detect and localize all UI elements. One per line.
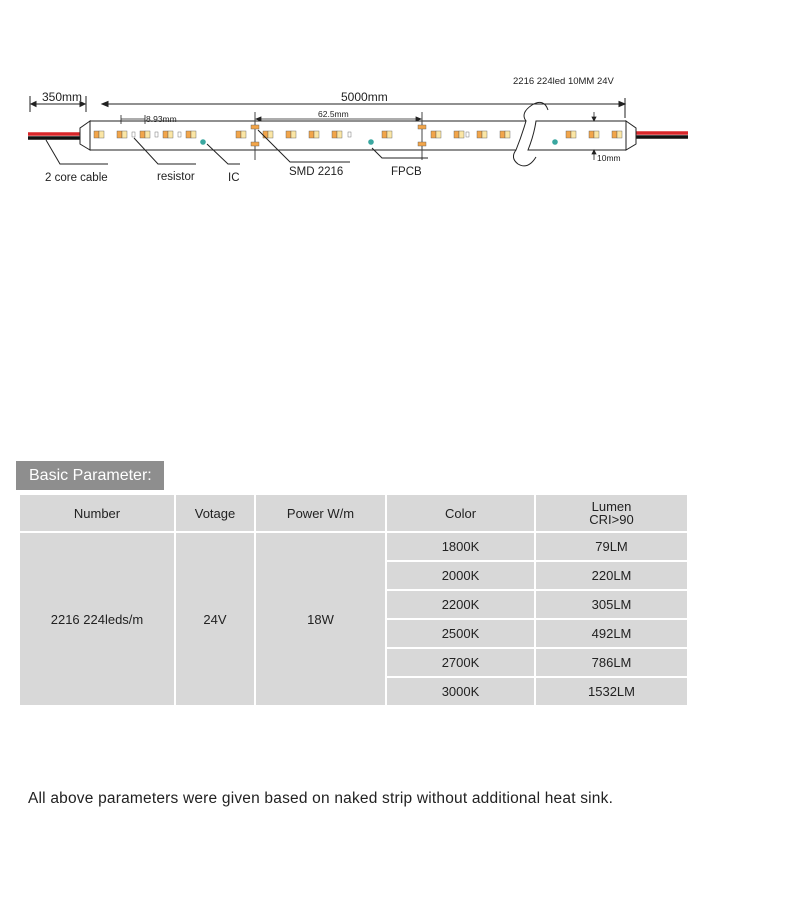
led-chip	[382, 131, 387, 138]
led-chip	[617, 131, 622, 138]
end-cap-left	[80, 121, 90, 150]
cell-lumen: 79LM	[536, 533, 687, 560]
cell-lumen: 492LM	[536, 620, 687, 647]
led-chip	[589, 131, 594, 138]
led-chip	[571, 131, 576, 138]
led-chip	[309, 131, 314, 138]
led-chip	[505, 131, 510, 138]
solder-pad	[418, 142, 426, 146]
ic-chip	[552, 139, 558, 145]
led-chip	[454, 131, 459, 138]
cell-color: 3000K	[387, 678, 534, 705]
led-chip	[291, 131, 296, 138]
led-chip	[99, 131, 104, 138]
callout-resistor: resistor	[157, 171, 195, 183]
led-chip	[459, 131, 464, 138]
strip-length-label: 5000mm	[341, 90, 388, 104]
led-chip	[387, 131, 392, 138]
led-chip	[191, 131, 196, 138]
led-chip	[145, 131, 150, 138]
footnote: All above parameters were given based on naked strip without additional heat sink.	[28, 790, 614, 807]
cut-pitch-label: 62.5mm	[318, 109, 349, 119]
callout-cable: 2 core cable	[45, 172, 108, 184]
led-chip	[168, 131, 173, 138]
solder-pad	[418, 125, 426, 129]
header-power: Power W/m	[256, 495, 385, 531]
cell-color: 1800K	[387, 533, 534, 560]
cell-color: 2000K	[387, 562, 534, 589]
led-chip	[436, 131, 441, 138]
end-cap-right	[626, 121, 636, 150]
header-number: Number	[20, 495, 174, 531]
ic-chip	[368, 139, 374, 145]
table-header-row	[20, 495, 687, 531]
parameter-table	[18, 493, 689, 707]
led-chip	[94, 131, 99, 138]
table-row	[20, 533, 687, 560]
header-lumen-line2: CRI>90	[589, 512, 634, 527]
led-chip	[117, 131, 122, 138]
header-color: Color	[387, 495, 534, 531]
header-lumen-line1: Lumen	[591, 499, 632, 514]
led-chip	[612, 131, 617, 138]
spec-label: 2216 224led 10MM 24V	[513, 76, 614, 87]
led-chip	[332, 131, 337, 138]
callout-smd: SMD 2216	[289, 166, 344, 178]
header-lumen	[536, 495, 687, 531]
led-chip	[431, 131, 436, 138]
led-chip	[186, 131, 191, 138]
led-strip-diagram	[0, 0, 787, 200]
led-chip	[594, 131, 599, 138]
led-chip	[314, 131, 319, 138]
section-title: Basic Parameter:	[16, 461, 164, 490]
cell-color: 2500K	[387, 620, 534, 647]
led-chip	[566, 131, 571, 138]
callout-fpcb: FPCB	[391, 166, 422, 178]
cell-power: 18W	[256, 533, 385, 705]
resistor	[348, 132, 351, 137]
led-chip	[482, 131, 487, 138]
resistor	[466, 132, 469, 137]
cell-lumen: 220LM	[536, 562, 687, 589]
led-pitch-label: 8.93mm	[146, 114, 177, 124]
cell-color: 2200K	[387, 591, 534, 618]
led-chip	[122, 131, 127, 138]
led-chip	[500, 131, 505, 138]
width-label: 10mm	[597, 153, 621, 163]
cell-voltage: 24V	[176, 533, 254, 705]
led-chip	[140, 131, 145, 138]
cell-lumen: 1532LM	[536, 678, 687, 705]
led-chip	[268, 131, 273, 138]
header-voltage: Votage	[176, 495, 254, 531]
ic-chip	[200, 139, 206, 145]
led-chip	[236, 131, 241, 138]
cable-length-label: 350mm	[42, 90, 83, 104]
cell-number: 2216 224leds/m	[20, 533, 174, 705]
led-chip	[477, 131, 482, 138]
solder-pad	[251, 125, 259, 129]
resistor	[132, 132, 135, 137]
led-chip	[163, 131, 168, 138]
solder-pad	[251, 142, 259, 146]
led-chip	[337, 131, 342, 138]
callout-ic: IC	[228, 172, 240, 184]
led-chip	[286, 131, 291, 138]
led-chip	[241, 131, 246, 138]
cell-lumen: 305LM	[536, 591, 687, 618]
cell-lumen: 786LM	[536, 649, 687, 676]
resistor	[155, 132, 158, 137]
cell-color: 2700K	[387, 649, 534, 676]
resistor	[178, 132, 181, 137]
